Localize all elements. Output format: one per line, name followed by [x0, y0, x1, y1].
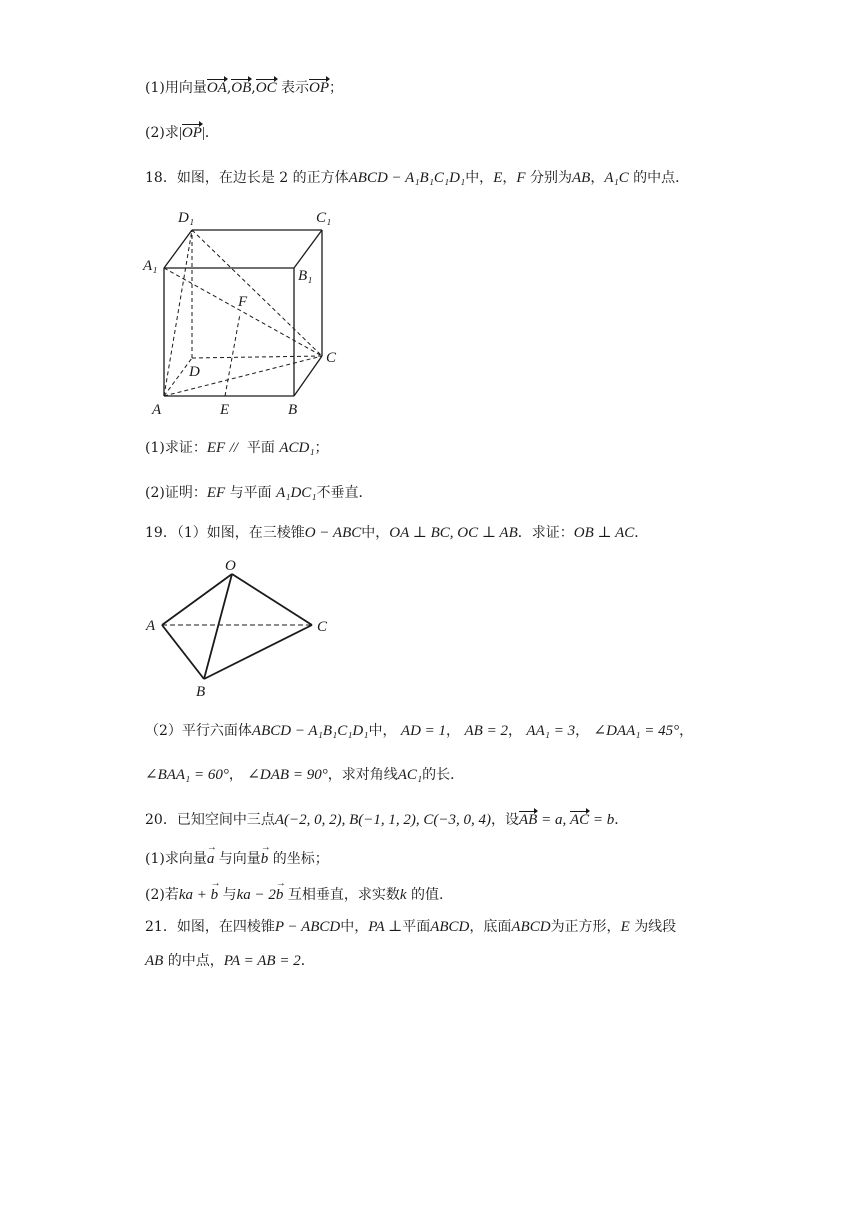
- question-21-line1: 21．如图，在四棱锥P − ABCD中，PA ⊥平面ABCD，底面ABCD为正方形，E 为线段: [145, 919, 677, 935]
- q18-part2: (2)证明：EF 与平面 A₁DC₁不垂直．: [145, 485, 373, 501]
- tetrahedron-figure: [140, 552, 340, 702]
- label-A: A: [146, 618, 156, 634]
- cube-figure: [140, 200, 350, 422]
- label-C: C: [326, 350, 337, 366]
- label-C1: C₁: [316, 210, 332, 226]
- label-E: E: [220, 402, 230, 418]
- q17-part1: (1)用向量OA,OB,OC 表示OP；: [145, 77, 343, 99]
- label-A: A: [152, 402, 162, 418]
- label-A1: A₁: [143, 258, 158, 274]
- label-B: B: [196, 684, 206, 700]
- question-20: 20．已知空间中三点A(−2, 0, 2), B(−1, 1, 2), C(−3, 0, 4)，设AB = a, AC = b．: [145, 809, 628, 831]
- q20-part2: (2)若ka + → b 与ka − 2→ b 互相垂直，求实数k 的值.: [145, 884, 443, 906]
- q20-part1: (1)求向量→ a 与向量→ b 的坐标；: [145, 848, 329, 870]
- q19-part2-line1: （2）平行六面体ABCD − A₁B₁C₁D₁中， AD = 1， AB = 2， AA₁ = 3， ∠DAA₁ = 45°，: [145, 723, 694, 739]
- q19-part2-line2: ∠BAA₁ = 60°， ∠DAB = 90°，求对角线AC₁的长．: [145, 767, 465, 783]
- label-D1: D₁: [178, 210, 195, 226]
- q17-part2: (2)求|OP|．: [145, 122, 219, 144]
- question-19: 19．（1）如图，在三棱锥O − ABC中，OA ⊥ BC, OC ⊥ AB．求证：OB ⊥ AC．: [145, 525, 649, 541]
- label-O: O: [225, 558, 236, 574]
- label-C: C: [317, 619, 328, 635]
- label-B: B: [288, 402, 298, 418]
- q18-part1: (1)求证：EF // 平面 ACD₁；: [145, 440, 329, 456]
- label-F: F: [238, 294, 248, 310]
- question-18: 18．如图，在边长是 2 的正方体ABCD − A₁B₁C₁D₁中，E，F 分别为AB，A₁C 的中点．: [145, 170, 690, 186]
- label-B1: B₁: [298, 268, 313, 284]
- label-D: D: [189, 364, 200, 380]
- question-21-line2: AB 的中点，PA = AB = 2．: [145, 953, 315, 969]
